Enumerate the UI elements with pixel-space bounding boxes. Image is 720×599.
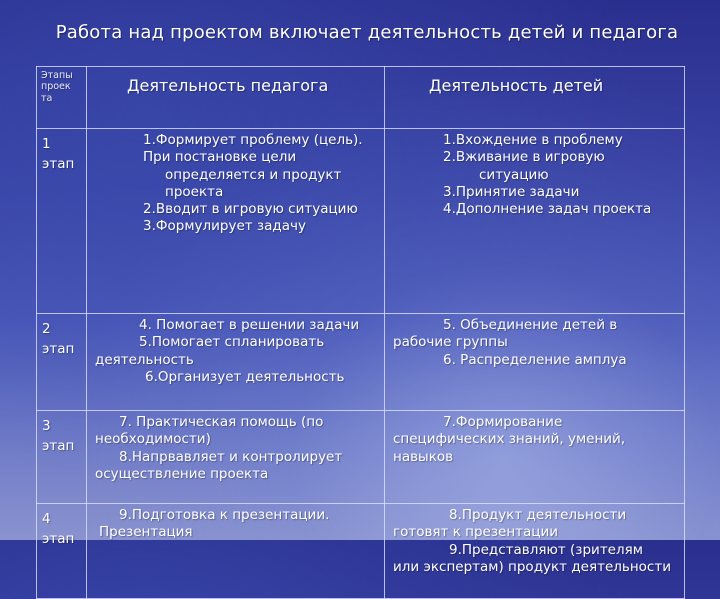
header-children-activity: Деятельность детей (385, 67, 685, 129)
teacher-activity-cell (87, 504, 385, 599)
stage-number: 4 (42, 511, 51, 527)
teacher-line: осуществление проекта (95, 465, 269, 482)
stage-cell (37, 504, 87, 599)
teacher-line: 4. Помогает в решении задачи (139, 317, 360, 333)
stage-label: этап (42, 340, 75, 357)
teacher-line: 2.Вводит в игровую ситуацию (143, 201, 358, 218)
children-line: 6. Распределение амплуа (443, 351, 627, 368)
children-activity-cell (385, 504, 685, 599)
children-line: 2.Вживание в игровую (443, 149, 605, 166)
children-line: 5. Объединение детей в (443, 317, 618, 333)
teacher-activity-cell (87, 129, 385, 314)
children-line: навыков (393, 448, 454, 465)
children-line: рабочие группы (393, 334, 508, 351)
teacher-line: определяется и продукт (165, 166, 342, 183)
children-line: 9.Представляют (зрителям (449, 541, 643, 558)
header-stages-line: Этапы (41, 70, 73, 81)
children-activity-cell (385, 129, 685, 314)
table-row (37, 504, 685, 599)
header-stages-line: та (41, 92, 53, 104)
stage-label: этап (42, 155, 75, 172)
stage-cell (37, 314, 87, 411)
children-line: 3.Принятие задачи (443, 183, 580, 200)
teacher-line: 5.Помогает спланировать (139, 334, 325, 351)
teacher-activity-cell (87, 411, 385, 504)
children-activity-cell (385, 411, 685, 504)
children-line: 8.Продукт деятельности (449, 507, 627, 523)
teacher-line: При постановке цели (143, 149, 297, 166)
table-row (37, 411, 685, 504)
teacher-line: 9.Подготовка к презентации. (119, 507, 330, 523)
header-stages-line: проек (41, 81, 71, 93)
children-line: 1.Вхождение в проблему (443, 132, 623, 148)
teacher-line: 7. Практическая помощь (по (119, 414, 324, 430)
children-activity-cell (385, 314, 685, 411)
teacher-line: необходимости) (95, 431, 211, 448)
header-teacher-activity: Деятельность педагога (87, 67, 385, 129)
stage-cell (37, 411, 87, 504)
teacher-line: 8.Напрвавляет и контролирует (119, 448, 343, 465)
children-line: или экспертам) продукт деятельности (393, 558, 671, 575)
project-activity-table (36, 66, 685, 599)
slide-title: Работа над проектом включает деятельность детей и педагога (55, 22, 679, 43)
teacher-line: 3.Формулирует задачу (143, 218, 306, 235)
teacher-line: 6.Организует деятельность (145, 368, 345, 385)
children-line: 7.Формирование (443, 414, 563, 430)
teacher-activity-cell (87, 314, 385, 411)
children-line: готовят к презентации (393, 524, 559, 541)
table-row (37, 129, 685, 314)
children-line: специфических знаний, умений, (393, 431, 626, 448)
teacher-line: проекта (165, 183, 224, 200)
stage-cell (37, 129, 87, 314)
stage-label: этап (42, 437, 75, 454)
children-line: ситуацию (479, 166, 549, 183)
teacher-line: деятельность (95, 351, 194, 368)
header-stages (37, 67, 87, 129)
children-line: 4.Дополнение задач проекта (443, 201, 652, 218)
teacher-line: 1.Формирует проблему (цель). (143, 132, 363, 148)
stage-number: 2 (42, 321, 51, 337)
stage-number: 1 (42, 136, 51, 152)
table-row (37, 314, 685, 411)
teacher-line: Презентация (99, 524, 193, 541)
stage-number: 3 (42, 418, 51, 434)
stage-label: этап (42, 530, 75, 547)
table-header-row (37, 67, 685, 129)
